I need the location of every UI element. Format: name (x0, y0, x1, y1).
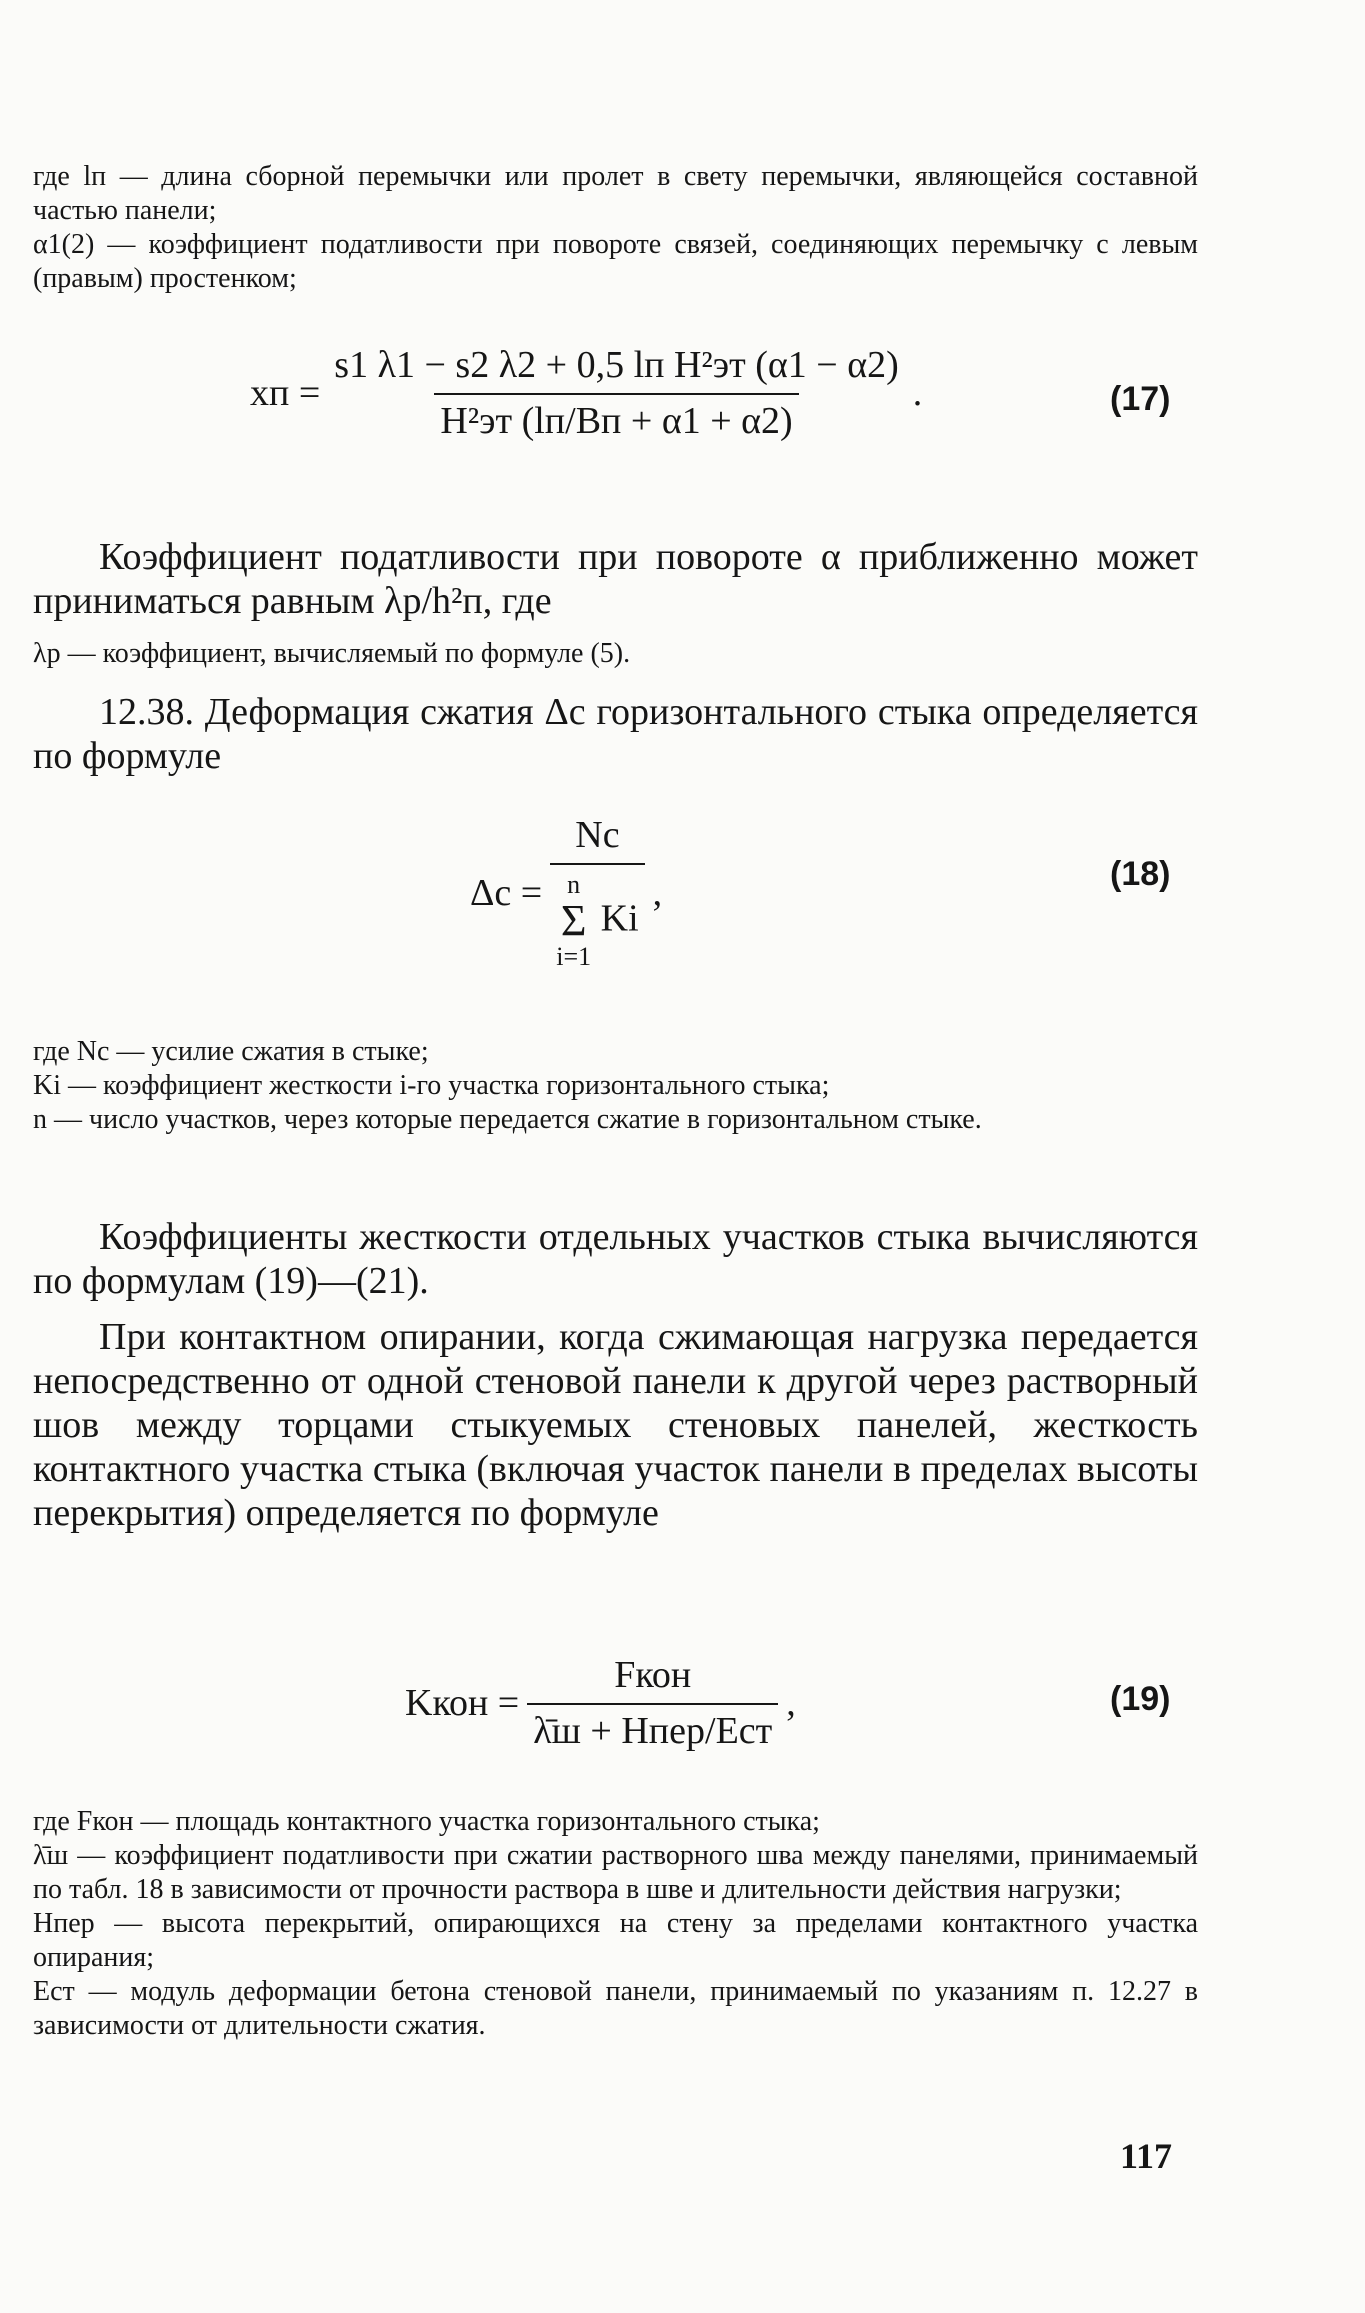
legend-formula-18 (33, 1035, 1198, 1137)
paragraph-text: 12.38. Деформация сжатия Δc горизонтального стыка определяется по формуле (33, 691, 1198, 777)
sum-operator (556, 871, 591, 972)
legend-line: λ̄ш — коэффициент податливости при сжатии растворного шва между панелями, принимаемый по табл. 18 в зависимости от прочности раствора в шве и длительности действия нагрузки; (33, 1840, 1198, 1905)
equation-number-17: (17) (1110, 380, 1171, 418)
formula-18 (470, 815, 662, 972)
formula-19-tail: , (786, 1681, 796, 1724)
formula-19 (405, 1655, 796, 1753)
formula-17 (250, 345, 922, 443)
legend-line: n — число участков, через которые передается сжатие в горизонтальном стыке. (33, 1104, 982, 1135)
legend-line: где lп — длина сборной перемычки или пролет в свету перемычки, являющейся составной частью панели; (33, 161, 1198, 226)
formula-17-fraction (328, 345, 905, 443)
legend-line: Eст — модуль деформации бетона стеновой панели, принимаемый по указаниям п. 12.27 в зависимости от длительности сжатия. (33, 1976, 1198, 2041)
formula-17-numerator: s1 λ1 − s2 λ2 + 0,5 lп H²эт (α1 − α2) (334, 344, 899, 386)
legend-top (33, 160, 1198, 296)
formula-18-numerator: Nc (575, 814, 620, 856)
sum-upper-limit: n (567, 869, 581, 899)
formula-18-denominator (550, 863, 644, 972)
note-line: λp — коэффициент, вычисляемый по формуле (5). (33, 638, 631, 669)
equation-number-19: (19) (1110, 1680, 1171, 1718)
formula-17-lhs: xп = (250, 371, 321, 414)
legend-line: где Nc — усилие сжатия в стыке; (33, 1036, 429, 1067)
formula-17-tail: . (912, 371, 923, 414)
equation-number-18: (18) (1110, 855, 1171, 893)
paragraph-text: При контактном опирании, когда сжимающая нагрузка передается непосредственно от одной стеновой панели к другой через растворный шов между торцами стыкуемых стеновых панелей, жесткость контактного участка стыка (включая участок панели в пределах высоты перекрытия) определяется по формуле (33, 1316, 1198, 1534)
formula-19-denominator: λ̄ш + Hпер/Eст (527, 1703, 778, 1753)
sum-lower-limit: i=1 (556, 942, 592, 972)
formula-18-lhs: Δc = (470, 871, 543, 914)
sum-term: Ki (600, 897, 639, 940)
formula-19-fraction (527, 1655, 778, 1753)
legend-line: α1(2) — коэффициент податливости при повороте связей, соединяющих перемычку с левым (правым) простенком; (33, 229, 1198, 294)
legend-line: Ki — коэффициент жесткости i-го участка горизонтального стыка; (33, 1070, 830, 1101)
sigma-symbol: Σ (560, 896, 587, 946)
paragraph-text: Коэффициенты жесткости отдельных участков стыка вычисляются по формулам (19)—(21). (33, 1216, 1198, 1302)
paragraph-text: Коэффициент податливости при повороте α приближенно может приниматься равным λp/h²п, где (33, 536, 1198, 622)
paragraph-12-38 (33, 690, 1198, 778)
paragraph-coefficient (33, 535, 1198, 623)
legend-line: где Fкон — площадь контактного участка горизонтального стыка; (33, 1806, 820, 1837)
paragraph-contact (33, 1315, 1198, 1535)
paragraph-stiffness (33, 1215, 1198, 1303)
formula-17-denominator: H²эт (lп/Bп + α1 + α2) (434, 393, 798, 443)
page-number: 117 (1120, 2136, 1173, 2176)
legend-formula-19 (33, 1805, 1198, 2043)
formula-18-fraction (550, 815, 644, 972)
formula-19-lhs: Kкон = (405, 1681, 520, 1724)
formula-18-tail: , (652, 871, 663, 914)
paragraph-note (33, 637, 1198, 671)
formula-19-numerator: Fкон (614, 1654, 692, 1696)
legend-line: Hпер — высота перекрытий, опирающихся на стену за пределами контактного участка опирания; (33, 1908, 1198, 1973)
